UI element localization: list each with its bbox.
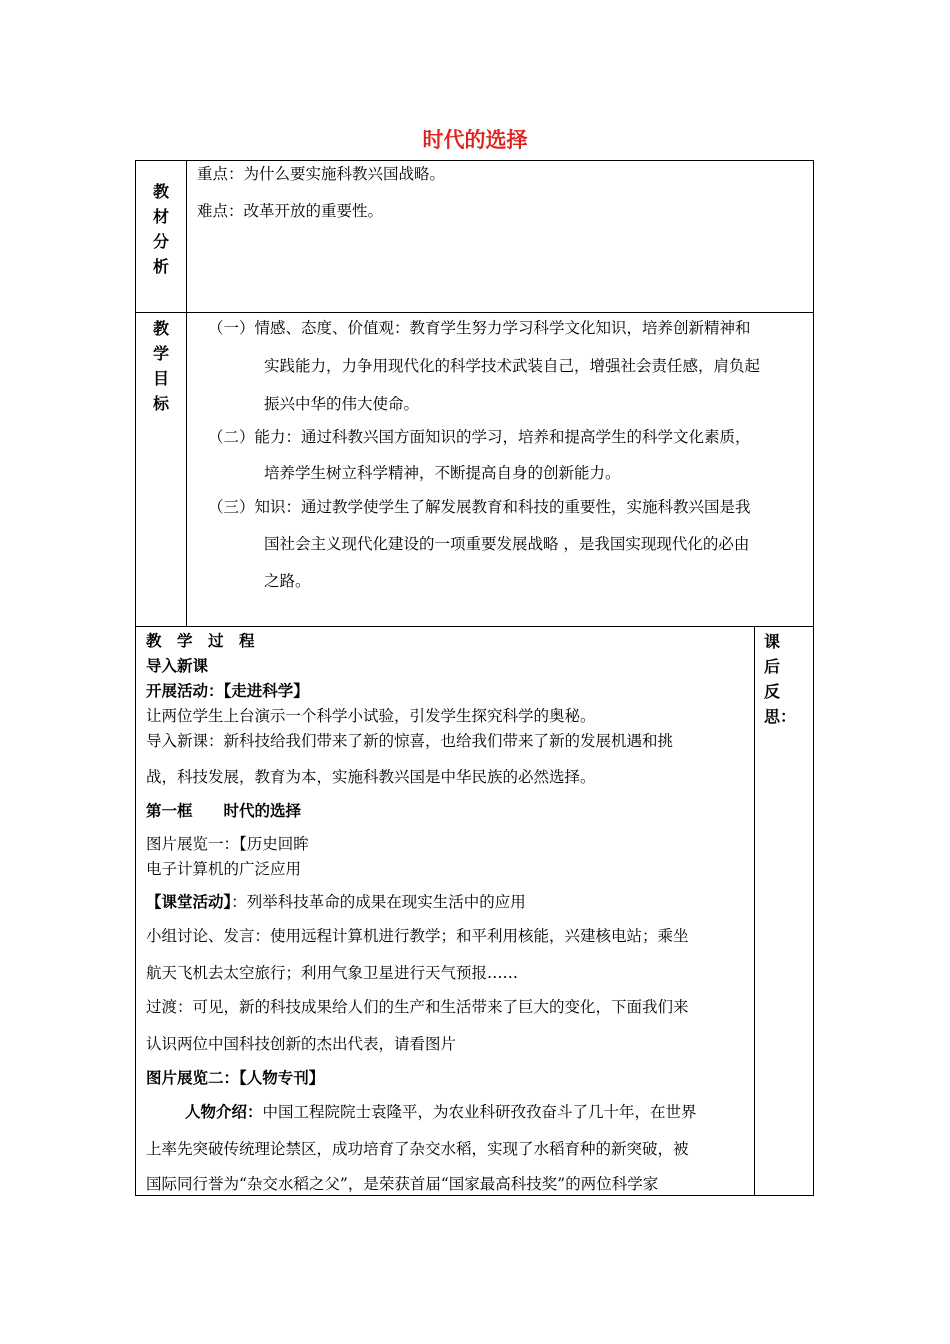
- discussion-text: 航天飞机去太空旅行；利用气象卫星进行天气预报……: [146, 964, 519, 982]
- row-divider-1: [135, 312, 814, 313]
- objective-line: 实践能力，力争用现代化的科学技术武装自己，增强社会责任感，肩负起: [264, 357, 761, 375]
- reflection-label: [764, 629, 797, 729]
- objective-line: （一）情感、态度、价值观：教育学生努力学习科学文化知识，培养创新精神和: [208, 319, 751, 337]
- label-char: 材: [152, 207, 169, 226]
- class-activity: [146, 892, 526, 912]
- label-char: 标: [152, 394, 169, 413]
- person-intro-text: 中国工程院院士袁隆平，为农业科研孜孜奋斗了几十年，在世界: [262, 1103, 697, 1121]
- label-char: 反: [764, 682, 781, 701]
- transition-text: 认识两位中国科技创新的杰出代表，请看图片: [146, 1035, 457, 1053]
- activity-text: 让两位学生上台演示一个科学小试验，引发学生探究科学的奥秘。: [146, 707, 596, 725]
- label-char: 思：: [764, 707, 797, 726]
- page-title: 时代的选择: [422, 128, 528, 152]
- process-heading: 教 学 过 程: [146, 632, 255, 650]
- person-intro-text: 上率先突破传统理论禁区，成功培育了杂交水稻，实现了水稻育种的新突破，被: [146, 1140, 689, 1158]
- label-char: 目: [152, 369, 169, 388]
- label-column-divider: [186, 160, 187, 626]
- objective-line: （三）知识：通过教学使学生了解发展教育和科技的重要性，实施科教兴国是我: [208, 498, 751, 516]
- teaching-objectives-label: [151, 316, 171, 416]
- objective-line: 国社会主义现代化建设的一项重要发展战略 ，是我国实现现代化的必由: [264, 535, 750, 553]
- intro-text: 战，科技发展，教育为本，实施科教兴国是中华民族的必然选择。: [146, 768, 596, 786]
- label-char: 教: [152, 182, 169, 201]
- intro-heading: 导入新课: [146, 657, 209, 675]
- material-analysis-label: [151, 179, 171, 279]
- picture-exhibit-1: 图片展览一：【历史回眸: [146, 835, 309, 853]
- label-char: 后: [764, 657, 781, 676]
- activity-heading: 开展活动：【走进科学】: [146, 682, 309, 700]
- row-divider-2: [135, 626, 814, 627]
- reflection-column-divider: [754, 626, 755, 1196]
- label-char: 析: [152, 257, 169, 276]
- label-char: 学: [152, 344, 169, 363]
- picture-exhibit-1-subtitle: 电子计算机的广泛应用: [146, 860, 302, 878]
- picture-exhibit-2: 图片展览二：【人物专刊】: [146, 1069, 325, 1087]
- label-char: 课: [764, 632, 781, 651]
- person-intro-text: 国际同行誉为“杂交水稻之父”，是荣获首届“国家最高科技奖”的两位科学家: [146, 1175, 659, 1193]
- person-intro-label: 人物介绍：: [185, 1103, 263, 1121]
- difficulty: 难点：改革开放的重要性。: [197, 202, 384, 220]
- transition-text: 过渡：可见，新的科技成果给人们的生产和生活带来了巨大的变化，下面我们来: [146, 998, 689, 1016]
- label-char: 分: [152, 232, 169, 251]
- class-activity-label: 【课堂活动】: [146, 893, 232, 911]
- objective-line: （二）能力：通过科教兴国方面知识的学习，培养和提高学生的科学文化素质，: [208, 428, 751, 446]
- key-point: 重点：为什么要实施科教兴国战略。: [197, 165, 446, 183]
- person-intro: [185, 1102, 697, 1122]
- section-title: 第一框 时代的选择: [146, 802, 302, 820]
- label-char: 教: [152, 319, 169, 338]
- discussion-text: 小组讨论、发言：使用远程计算机进行教学；和平利用核能，兴建核电站；乘坐: [146, 927, 689, 945]
- objective-line: 振兴中华的伟大使命。: [264, 395, 420, 413]
- class-activity-text: ：列举科技革命的成果在现实生活中的应用: [231, 893, 526, 911]
- intro-text: 导入新课：新科技给我们带来了新的惊喜，也给我们带来了新的发展机遇和挑: [146, 732, 674, 750]
- objective-line: 培养学生树立科学精神，不断提高自身的创新能力。: [264, 464, 621, 482]
- objective-line: 之路。: [264, 572, 311, 590]
